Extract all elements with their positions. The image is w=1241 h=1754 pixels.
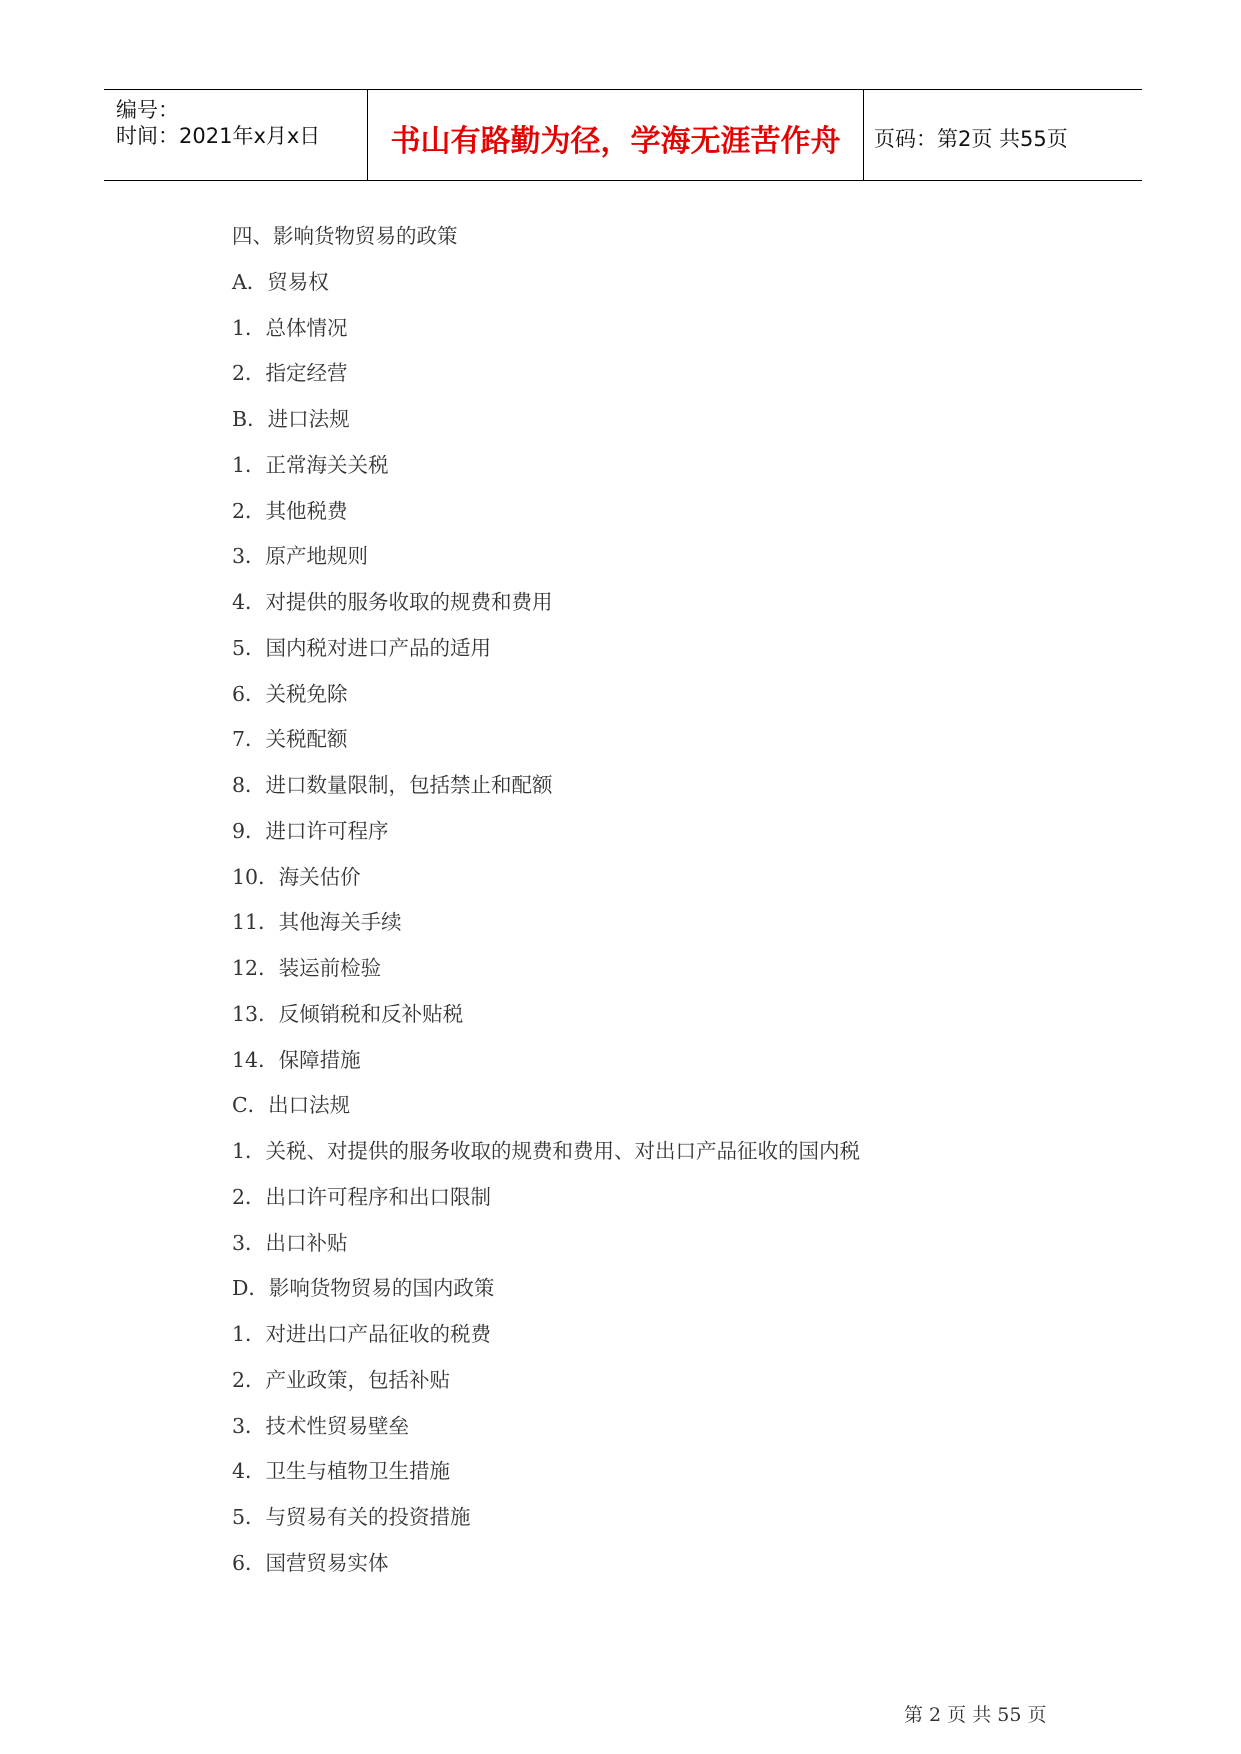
page-footer: 第 2 页 共 55 页 <box>904 1704 1047 1726</box>
header-motto-cell <box>368 90 864 180</box>
document-time-label: 时间：2021年x月x日 <box>116 124 321 148</box>
header-motto: 书山有路勤为径，学海无涯苦作舟 <box>390 124 841 159</box>
outline-item: 5．国内税对进口产品的适用 <box>232 635 492 660</box>
outline-item: 2．其他税费 <box>232 498 348 523</box>
outline-item: 3．原产地规则 <box>232 544 369 569</box>
outline-item: 12．装运前检验 <box>232 956 382 980</box>
outline-item: C．出口法规 <box>232 1093 351 1118</box>
outline-item: 6．关税免除 <box>232 681 348 706</box>
outline-item: 1．正常海关关税 <box>232 452 389 477</box>
outline-item: 14．保障措施 <box>232 1047 361 1072</box>
outline-item: A．贸易权 <box>232 269 329 294</box>
outline-heading: 四、影响货物贸易的政策 <box>232 224 458 248</box>
outline-item: 13．反倾销税和反补贴税 <box>232 1001 464 1026</box>
outline-item: 3．出口补贴 <box>232 1230 348 1255</box>
outline-item: D．影响货物贸易的国内政策 <box>232 1276 495 1301</box>
header-page-cell <box>864 90 1142 180</box>
header-info-cell <box>104 90 368 180</box>
outline-item: 3．技术性贸易壁垒 <box>232 1413 410 1438</box>
outline-item: 2．出口许可程序和出口限制 <box>232 1184 492 1209</box>
outline-item: 2．指定经营 <box>232 361 348 386</box>
document-number-label: 编号： <box>116 98 179 122</box>
outline-item: 1．对进出口产品征收的税费 <box>232 1322 492 1346</box>
document-header <box>104 89 1142 181</box>
outline-item: 1．关税、对提供的服务收取的规费和费用、对出口产品征收的国内税 <box>232 1139 861 1163</box>
outline-item: 11．其他海关手续 <box>232 910 402 935</box>
outline-item: 1．总体情况 <box>232 315 348 340</box>
outline-item: 10．海关估价 <box>232 864 361 889</box>
outline-item: 6．国营贸易实体 <box>232 1550 389 1575</box>
header-page-code: 页码：第2页 共55页 <box>874 127 1068 151</box>
outline-list <box>232 214 860 1587</box>
outline-item: 7．关税配额 <box>232 727 348 752</box>
outline-item: 4．对提供的服务收取的规费和费用 <box>232 590 553 614</box>
outline-item: 5．与贸易有关的投资措施 <box>232 1505 471 1529</box>
outline-item: 2．产业政策，包括补贴 <box>232 1367 451 1392</box>
outline-item: 9．进口许可程序 <box>232 818 389 843</box>
outline-item: 4．卫生与植物卫生措施 <box>232 1459 451 1484</box>
outline-item: B．进口法规 <box>232 407 350 431</box>
outline-item: 8．进口数量限制，包括禁止和配额 <box>232 773 553 797</box>
